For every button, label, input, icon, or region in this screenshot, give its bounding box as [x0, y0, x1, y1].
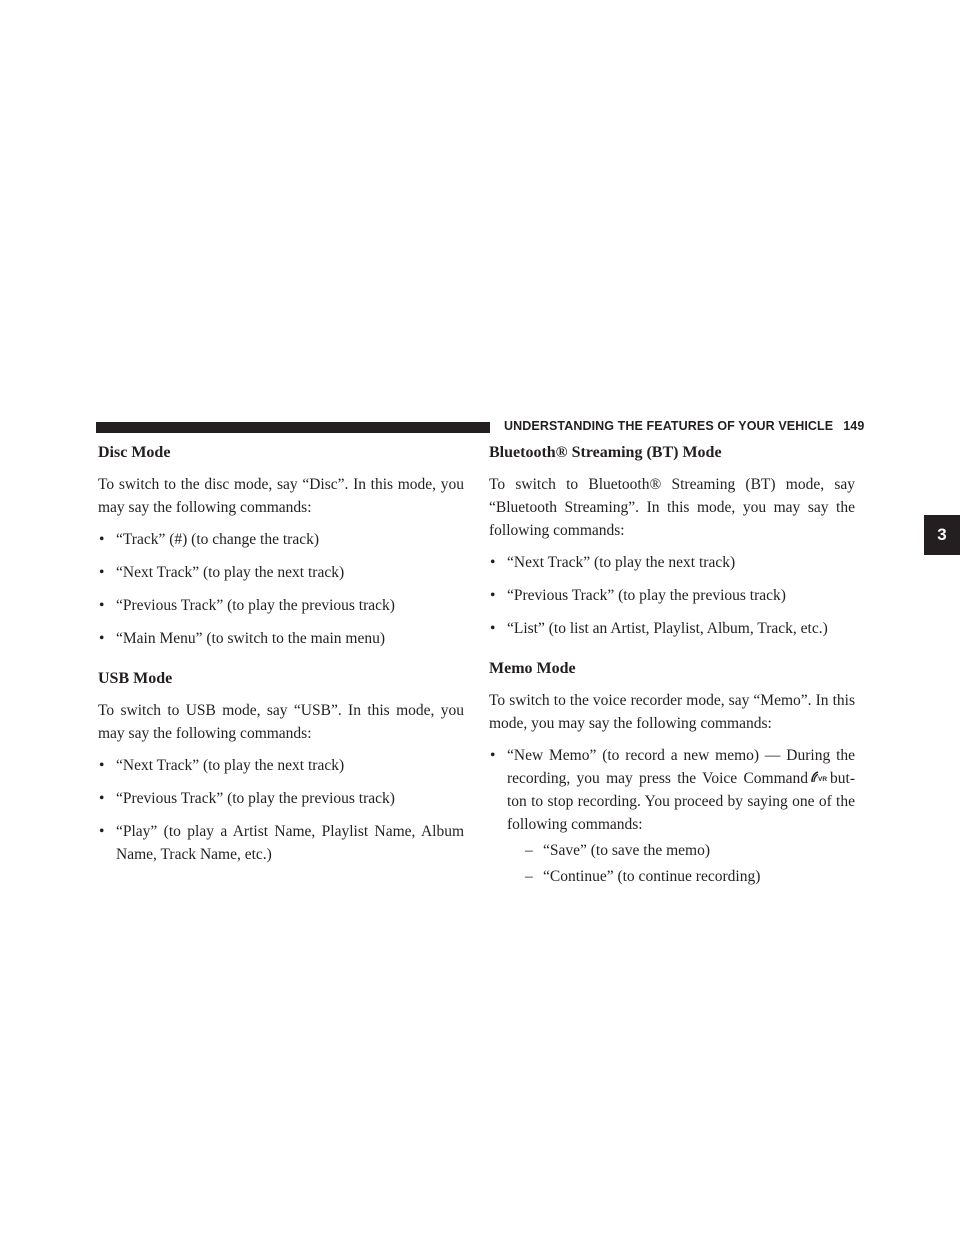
memo-mode-intro: To switch to the voice recorder mode, say “Memo”. In this mode, you may say the following commands:	[489, 692, 855, 732]
list-item: • “Track” (#) (to change the track)	[98, 528, 464, 551]
left-column	[98, 441, 464, 876]
list-item: • “Next Track” (to play the next track)	[98, 561, 464, 584]
section-title: UNDERSTANDING THE FEATURES OF YOUR VEHICLE	[504, 419, 834, 433]
memo-sub-command-list	[507, 839, 855, 888]
bt-command-list	[489, 551, 855, 640]
list-item: • “Next Track” (to play the next track)	[98, 754, 464, 777]
memo-mode-section	[489, 657, 855, 888]
new-memo-text-continued: but-ton to stop recording. You proceed by saying one of the following commands:	[507, 770, 855, 833]
list-item: • “Previous Track” (to play the previous track)	[98, 787, 464, 810]
list-item	[489, 744, 855, 888]
list-item: – “Continue” (to continue recording)	[507, 865, 855, 888]
list-item: • “Main Menu” (to switch to the main menu)	[98, 627, 464, 650]
new-memo-text: “New Memo” (to record a new memo) — During the recording, you may press the Voice Command	[507, 747, 855, 787]
svg-text:VR: VR	[818, 776, 828, 783]
list-item: • “Previous Track” (to play the previous track)	[489, 584, 855, 607]
header-rule	[96, 422, 490, 433]
disc-command-list	[98, 528, 464, 650]
disc-mode-intro: To switch to the disc mode, say “Disc”. In this mode, you may say the following commands:	[98, 476, 464, 516]
usb-mode-section	[98, 667, 464, 866]
disc-mode-heading: Disc Mode	[98, 444, 171, 461]
chapter-tab: 3	[924, 515, 960, 555]
usb-command-list	[98, 754, 464, 866]
bt-mode-heading: Bluetooth® Streaming (BT) Mode	[489, 444, 722, 461]
right-column	[489, 441, 855, 898]
list-item: • “Play” (to play a Artist Name, Playlist Name, Album Name, Track Name, etc.)	[98, 820, 464, 866]
voice-command-icon	[810, 770, 828, 784]
memo-mode-heading: Memo Mode	[489, 660, 576, 677]
list-item: • “List” (to list an Artist, Playlist, Album, Track, etc.)	[489, 617, 855, 640]
page-number: 149	[843, 419, 865, 433]
list-item: – “Save” (to save the memo)	[507, 839, 855, 862]
bt-mode-section	[489, 441, 855, 640]
list-item: • “Previous Track” (to play the previous track)	[98, 594, 464, 617]
usb-mode-heading: USB Mode	[98, 670, 173, 687]
running-header	[504, 419, 864, 433]
memo-command-list	[489, 744, 855, 888]
bt-mode-intro: To switch to Bluetooth® Streaming (BT) mode, say “Bluetooth Streaming”. In this mode, you may say the following commands:	[489, 476, 855, 539]
usb-mode-intro: To switch to USB mode, say “USB”. In this mode, you may say the following commands:	[98, 702, 464, 742]
list-item: • “Next Track” (to play the next track)	[489, 551, 855, 574]
disc-mode-section	[98, 441, 464, 650]
